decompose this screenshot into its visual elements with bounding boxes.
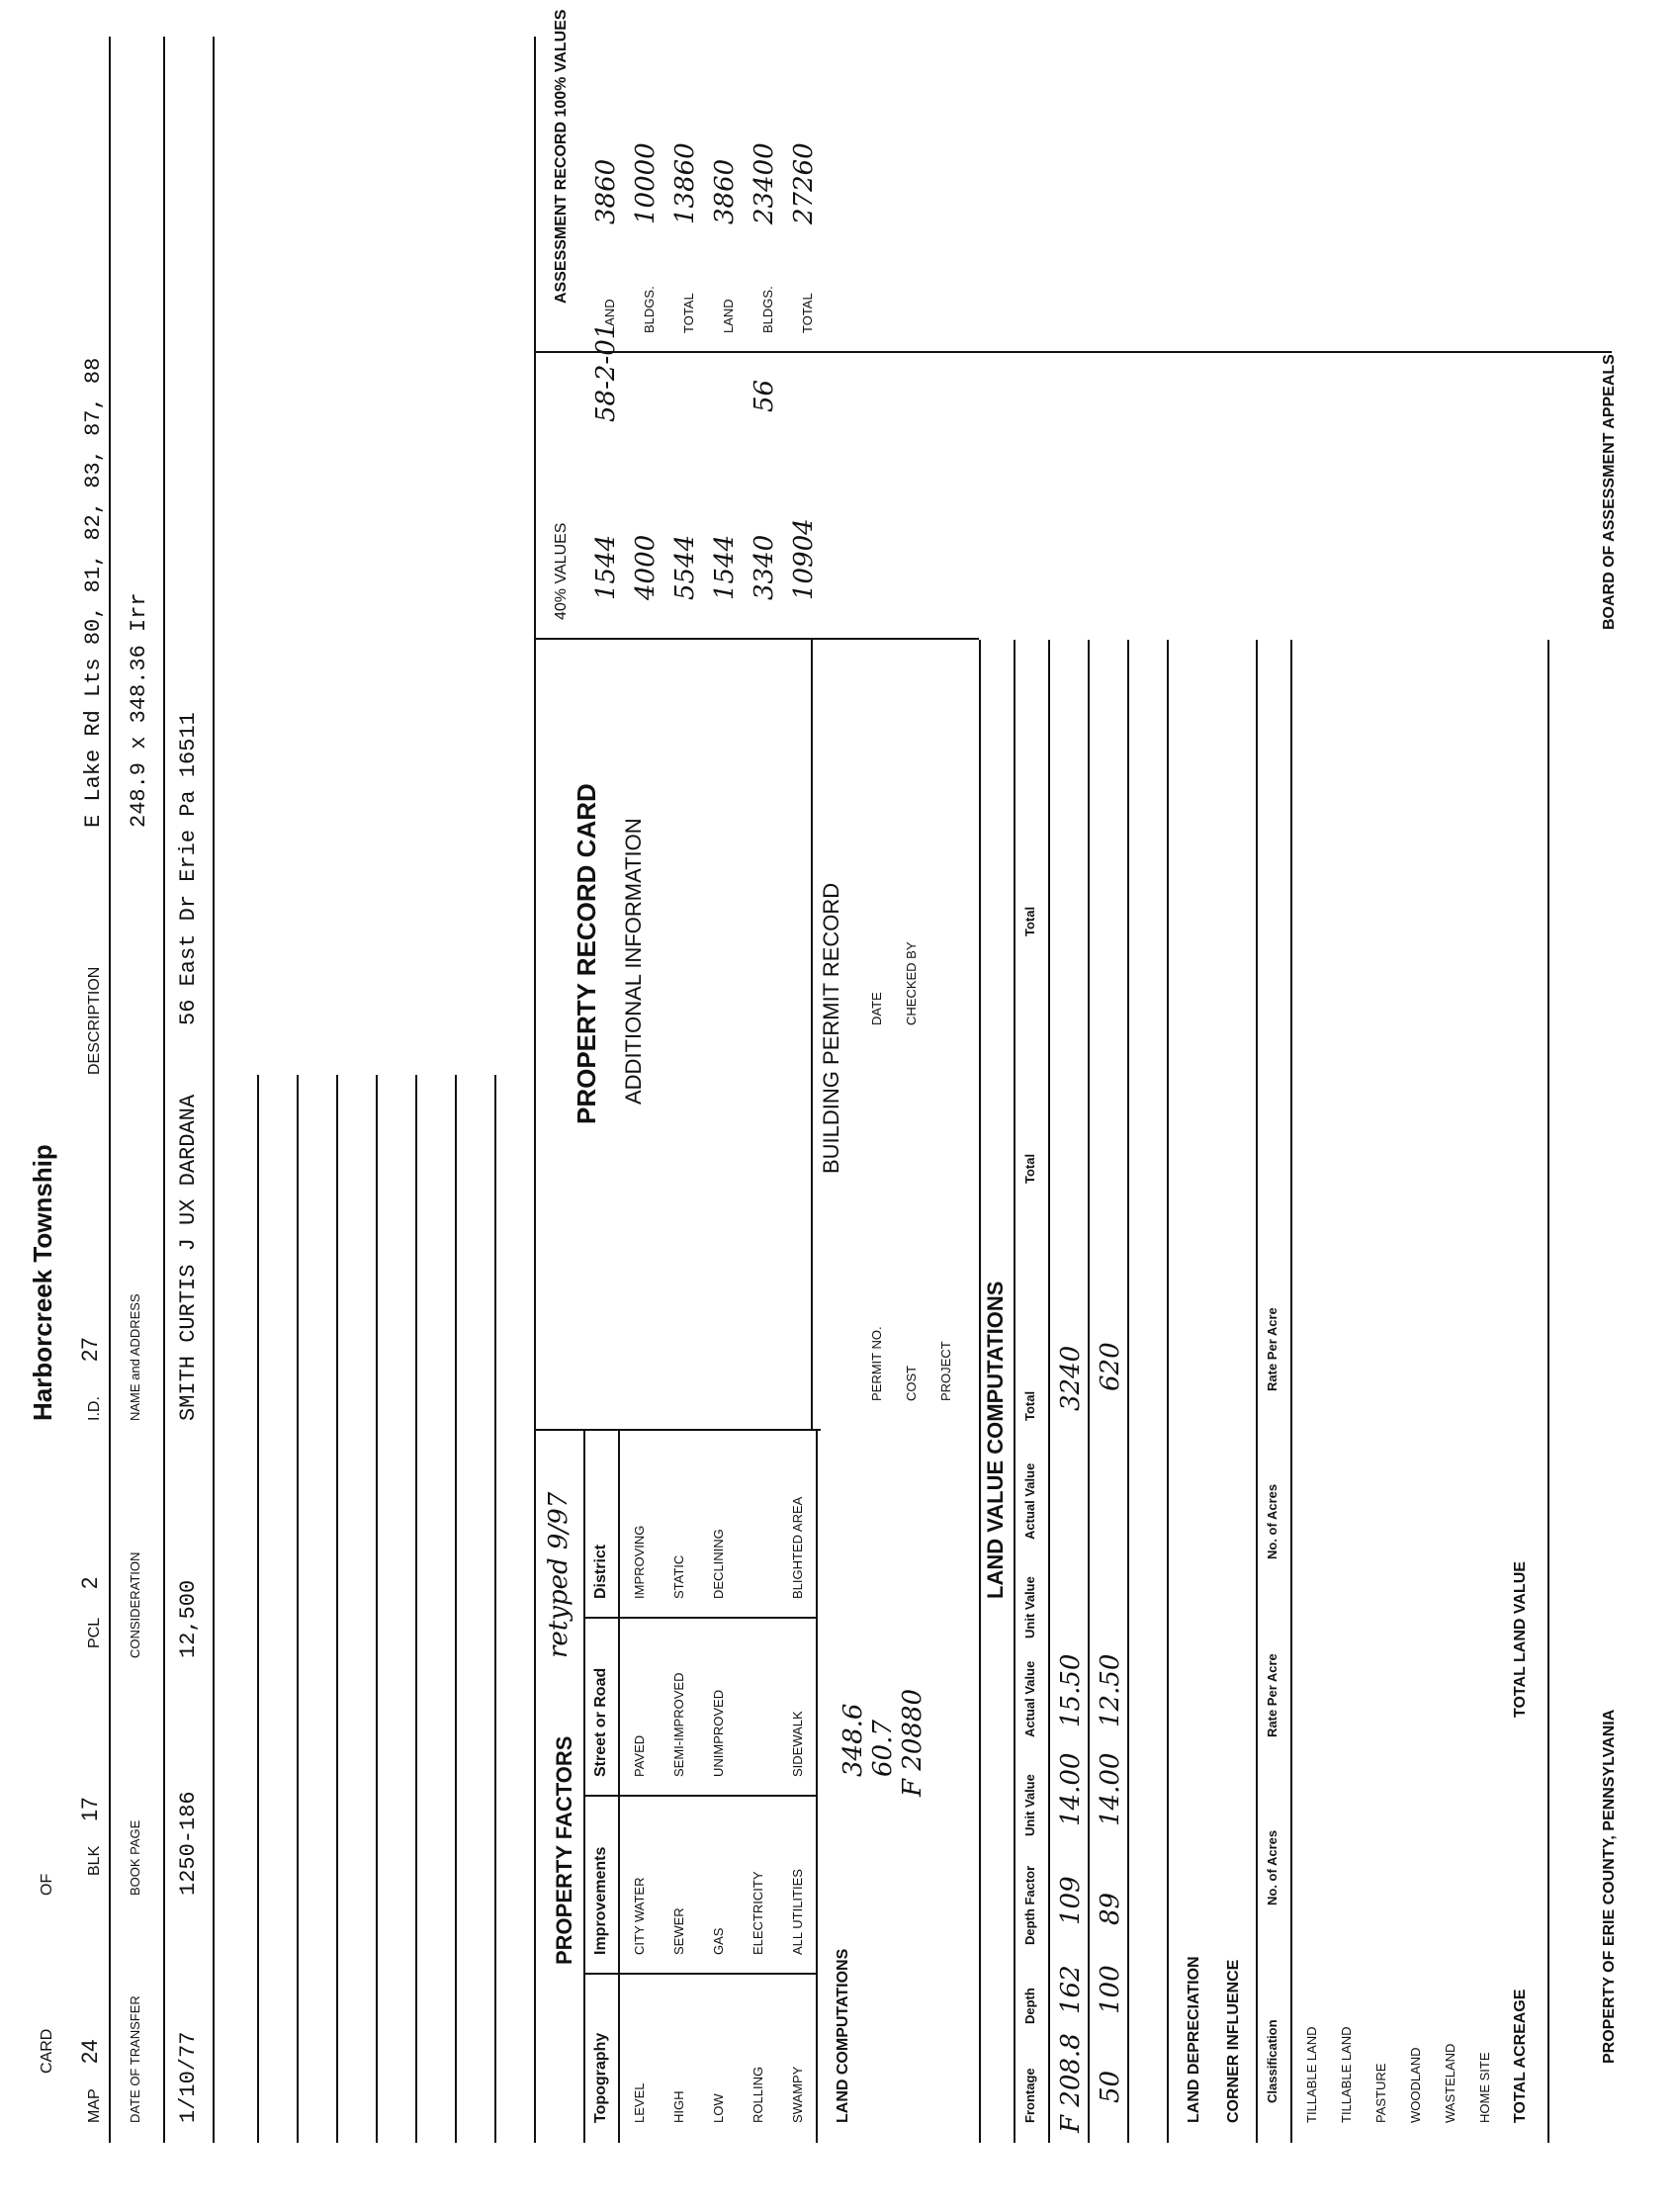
assessment-col-rule: [534, 351, 1612, 353]
lv-total: 3240: [1056, 1345, 1086, 1411]
transfer-row-rule: [257, 1075, 259, 2143]
id-label: I.D.: [86, 1396, 103, 1421]
ac-class: TILLABLE LAND: [1304, 2026, 1319, 2123]
lv-rule: [1048, 640, 1050, 2143]
transfer-name: SMITH CURTIS J UX DARDANA: [176, 1094, 201, 1421]
value-40: 5544: [670, 534, 700, 600]
permit-cost-label: COST: [904, 1365, 919, 1401]
lv-col: Actual Value: [1022, 1462, 1037, 1540]
assessment-value: 3860: [591, 158, 621, 224]
ac-class: WOODLAND: [1408, 2047, 1423, 2123]
ac-col: Classification: [1265, 2019, 1280, 2103]
scratch-note: 60.7: [868, 1720, 898, 1777]
lv-depth: 100: [1096, 1965, 1125, 2014]
assessment-label: TOTAL: [800, 293, 815, 333]
transfer-header-consideration: CONSIDERATION: [128, 1551, 142, 1658]
corner-influence: CORNER INFLUENCE: [1225, 1959, 1242, 2123]
pf-cell: SEMI-IMPROVED: [671, 1672, 686, 1777]
property-factors-title: PROPERTY FACTORS: [552, 1735, 576, 1965]
value-40: 10904: [789, 518, 819, 600]
permit-checked-label: CHECKED BY: [904, 941, 919, 1025]
map-value: 24: [77, 2039, 102, 2064]
lv-frontage: 50: [1096, 2070, 1125, 2103]
blk-label: BLK: [86, 1845, 103, 1876]
lv-depth: 162: [1056, 1965, 1086, 2014]
lv-total: 620: [1096, 1342, 1125, 1391]
pf-rule: [816, 1431, 818, 2143]
description-label: DESCRIPTION: [86, 966, 103, 1075]
pf-col-rule: [583, 1617, 816, 1619]
value-40: 3340: [750, 534, 779, 600]
ac-rule: [1547, 640, 1549, 2143]
total-land-value: TOTAL LAND VALUE: [1512, 1561, 1529, 1718]
lv-rule: [1167, 640, 1169, 2143]
lv-rule: [1014, 640, 1015, 2143]
pf-cell: SIDEWALK: [790, 1711, 805, 1777]
land-value-title: LAND VALUE COMPUTATIONS: [983, 1281, 1008, 1599]
id-value: 27: [77, 1337, 102, 1362]
lv-col: Depth Factor: [1022, 1865, 1037, 1945]
lv-col: Total: [1022, 1153, 1037, 1184]
ac-class: PASTURE: [1373, 2063, 1388, 2123]
pf-cell: LEVEL: [632, 2082, 647, 2123]
pf-rule: [583, 1431, 585, 2143]
lv-actual: 12.50: [1096, 1653, 1125, 1727]
ac-rule: [1290, 640, 1292, 2143]
transfer-row-rule: [455, 1075, 457, 2143]
description-line2: 248.9 x 348.36 Irr: [127, 592, 151, 828]
permit-project-label: PROJECT: [938, 1341, 953, 1401]
pf-cell: SWAMPY: [790, 2066, 805, 2123]
lv-unit: 14.00: [1056, 1752, 1086, 1826]
pf-col-topography: Topography: [592, 2032, 609, 2123]
value-40: 1544: [591, 534, 621, 600]
transfer-row-rule: [376, 1075, 378, 2143]
pf-cell: ALL UTILITIES: [790, 1869, 805, 1955]
pf-cell: ELECTRICITY: [750, 1871, 765, 1955]
ac-col: No. of Acres: [1265, 1829, 1280, 1905]
total-acreage: TOTAL ACREAGE: [1512, 1989, 1529, 2123]
header-rule: [213, 37, 215, 2143]
assessment-value: 10000: [631, 142, 661, 224]
pcl-label: PCL: [86, 1617, 103, 1648]
assessment-value: 27260: [789, 142, 819, 224]
header-rule: [163, 37, 165, 2143]
retyped-note: retyped 9/97: [544, 1491, 574, 1658]
pf-cell: PAVED: [632, 1734, 647, 1777]
pcl-value: 2: [77, 1576, 102, 1589]
pf-cell: DECLINING: [711, 1529, 726, 1599]
transfer-book-page: 1250-186: [176, 1791, 201, 1896]
permit-date-label: DATE: [869, 992, 884, 1025]
transfer-header-name: NAME and ADDRESS: [128, 1293, 142, 1421]
land-depreciation: LAND DEPRECIATION: [1186, 1956, 1202, 2123]
assessment-year-mark: 56: [750, 379, 779, 412]
transfer-header-book: BOOK PAGE: [128, 1819, 142, 1896]
lv-col: Total: [1022, 906, 1037, 936]
ac-col: No. of Acres: [1265, 1483, 1280, 1559]
assessment-value: 3860: [710, 158, 740, 224]
ac-col: Rate Per Acre: [1265, 1307, 1280, 1391]
lv-rule: [1127, 640, 1129, 2143]
lv-rule: [979, 640, 981, 2143]
lv-col: Actual Value: [1022, 1660, 1037, 1737]
lv-actual: 15.50: [1056, 1653, 1086, 1727]
lv-unit: 14.00: [1096, 1752, 1125, 1826]
lv-frontage: F 208.8: [1056, 2033, 1086, 2133]
pf-rule: [618, 1431, 620, 2143]
ac-class: WASTELAND: [1443, 2043, 1457, 2123]
assessment-header: ASSESSMENT RECORD 100% VALUES: [553, 9, 570, 304]
of-label: OF: [39, 1873, 55, 1896]
transfer-address: 56 East Dr Erie Pa 16511: [176, 712, 201, 1025]
lv-col: Unit Value: [1022, 1774, 1037, 1836]
ac-class: TILLABLE LAND: [1339, 2026, 1354, 2123]
lv-col: Depth: [1022, 1988, 1037, 2024]
pf-cell: ROLLING: [750, 2066, 765, 2123]
assessment-label: LAND: [602, 299, 617, 333]
assessment-label: TOTAL: [681, 293, 696, 333]
transfer-row-rule: [415, 1075, 417, 2143]
value-40: 1544: [710, 534, 740, 600]
map-label: MAP: [86, 2088, 103, 2123]
land-computations-title: LAND COMPUTATIONS: [835, 1948, 851, 2123]
description-line1: E Lake Rd Lts 80, 81, 82, 83, 87, 88: [81, 357, 106, 828]
values-col-rule: [534, 638, 979, 640]
scratch-note: F 20880: [898, 1688, 927, 1797]
lv-rule: [1088, 640, 1090, 2143]
ac-col: Rate Per Acre: [1265, 1653, 1280, 1737]
card-label: CARD: [39, 2028, 55, 2074]
transfer-row-rule: [297, 1075, 299, 2143]
lv-factor: 109: [1056, 1876, 1086, 1925]
assessment-value: 13860: [670, 142, 700, 224]
ac-rule: [1256, 640, 1258, 2143]
lv-factor: 89: [1096, 1892, 1125, 1925]
pf-cell: SEWER: [671, 1907, 686, 1955]
footer-left: PROPERTY OF ERIE COUNTY, PENNSYLVANIA: [1601, 1709, 1618, 2064]
value-40: 4000: [631, 534, 661, 600]
assessment-label: BLDGS.: [642, 286, 657, 333]
pf-col-improvements: Improvements: [592, 1846, 609, 1955]
pf-cell: LOW: [711, 2093, 726, 2123]
transfer-date: 1/10/77: [176, 2031, 201, 2123]
footer-right: BOARD OF ASSESSMENT APPEALS: [1601, 354, 1618, 630]
lv-col: Total: [1022, 1390, 1037, 1421]
pf-cell: HIGH: [671, 2090, 686, 2123]
scratch-note: 348.6: [838, 1703, 868, 1777]
township-title: Harborcreek Township: [28, 1144, 57, 1421]
pf-col-district: District: [592, 1544, 609, 1599]
blk-value: 17: [77, 1797, 102, 1821]
lv-col: Frontage: [1022, 2068, 1037, 2123]
pf-cell: CITY WATER: [632, 1877, 647, 1955]
permit-no-label: PERMIT NO.: [869, 1326, 884, 1401]
pf-cell: GAS: [711, 1927, 726, 1955]
assessment-label: LAND: [721, 299, 736, 333]
permit-rule: [811, 640, 813, 1431]
transfer-header-date: DATE OF TRANSFER: [128, 1995, 142, 2123]
transfer-row-rule: [494, 1075, 496, 2143]
pf-col-street: Street or Road: [592, 1667, 609, 1777]
pf-cell: STATIC: [671, 1554, 686, 1599]
header-rule: [109, 37, 111, 2143]
values-40-header: 40% VALUES: [553, 522, 570, 620]
assessment-value: 23400: [750, 142, 779, 224]
pf-cell: UNIMPROVED: [711, 1689, 726, 1777]
transfer-consideration: 12,500: [176, 1579, 201, 1658]
lv-col: Unit Value: [1022, 1576, 1037, 1638]
additional-info-label: ADDITIONAL INFORMATION: [621, 818, 646, 1105]
transfer-row-rule: [336, 1075, 338, 2143]
record-card-title: PROPERTY RECORD CARD: [572, 783, 601, 1124]
assessment-year-mark: 58-2-01: [591, 322, 621, 422]
pf-col-rule: [583, 1973, 816, 1975]
ac-class: HOME SITE: [1477, 2052, 1492, 2123]
pf-cell: BLIGHTED AREA: [790, 1496, 805, 1599]
pf-cell: IMPROVING: [632, 1525, 647, 1599]
pf-col-rule: [534, 1429, 821, 1431]
pf-col-rule: [583, 1795, 816, 1797]
permit-title: BUILDING PERMIT RECORD: [819, 882, 843, 1174]
assessment-label: BLDGS.: [760, 286, 775, 333]
